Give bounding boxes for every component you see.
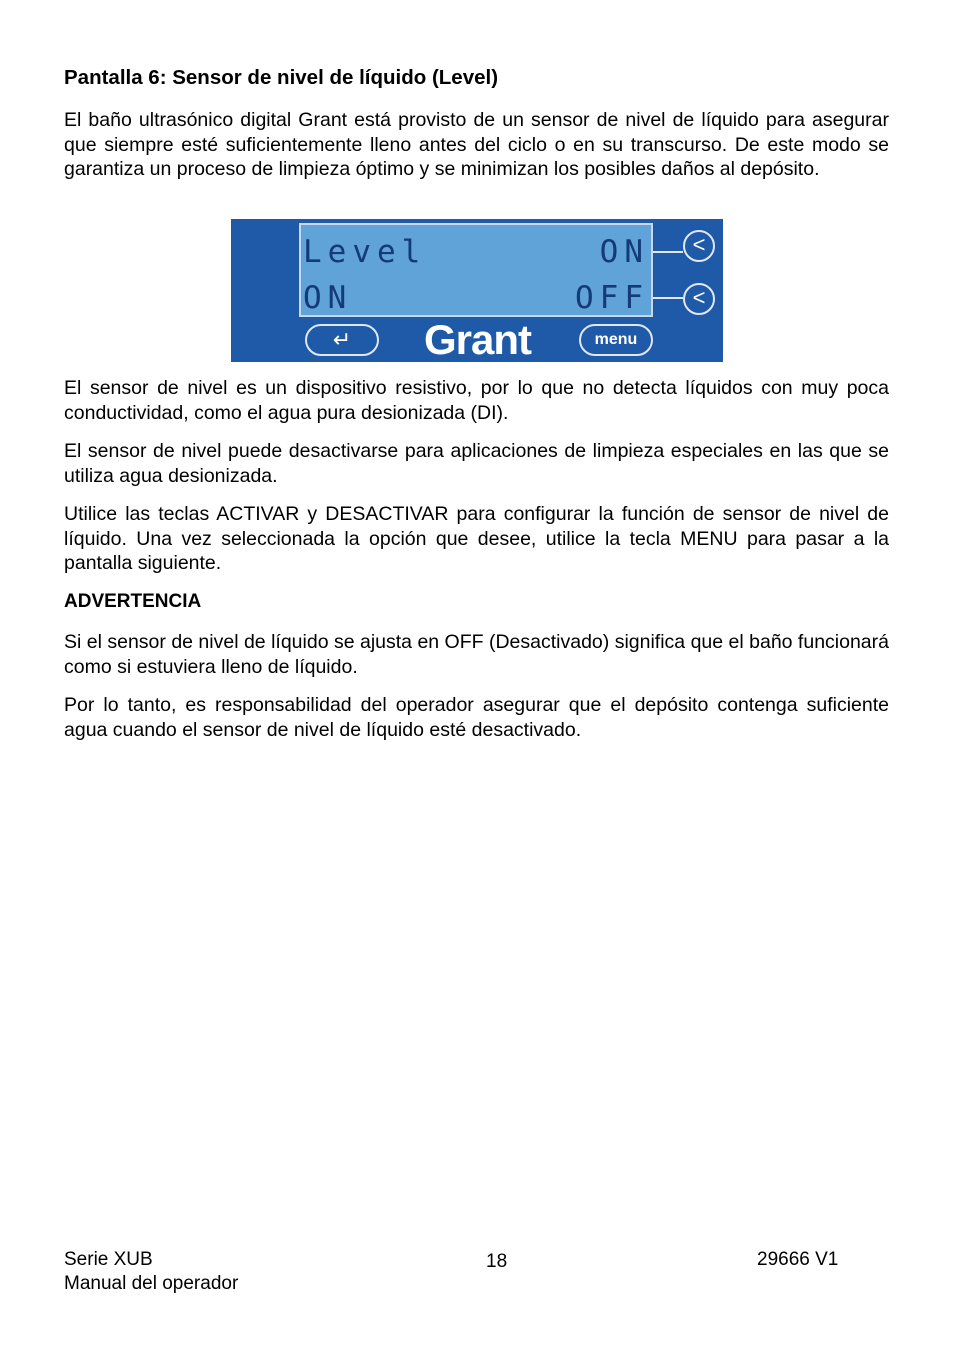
disable-paragraph: El sensor de nivel puede desactivarse para aplicaciones de limpieza especiales en las que se utiliza agua desionizada. [64, 440, 889, 487]
warning-paragraph-2: Por lo tanto, es responsabilidad del operador asegurar que el depósito contenga suficiente agua cuando el sensor de nivel de líquido esté desactivado. [64, 694, 889, 741]
enter-button[interactable] [305, 324, 379, 356]
page-number: 18 [486, 1251, 508, 1272]
row2-select-button[interactable] [683, 283, 715, 315]
lcd-row2-option: OFF [575, 280, 649, 316]
warning-paragraph-1: Si el sensor de nivel de líquido se ajusta en OFF (Desactivado) significa que el baño funcionará como si estuviera lleno de líquido. [64, 631, 889, 678]
row1-select-button[interactable] [683, 230, 715, 262]
chevron-left-icon: < [692, 285, 706, 310]
intro-paragraph: El baño ultrasónico digital Grant está provisto de un sensor de nivel de líquido para asegurar que siempre esté suficientemente lleno antes del ciclo o en su transcurso. De este modo se garantiza un proceso de limpieza óptimo y se minimizan los posibles daños al depósito. [64, 109, 889, 180]
brand-logo: Grant [424, 316, 532, 363]
warning-heading: ADVERTENCIA [64, 591, 202, 612]
device-control-panel [231, 219, 723, 362]
chevron-left-icon: < [692, 232, 706, 257]
footer-doc-code: 29666 V1 [757, 1249, 839, 1270]
menu-button-label: menu [594, 331, 638, 348]
enter-icon: ↵ [332, 327, 352, 352]
connector-line [653, 251, 683, 253]
lcd-row2-value: ON [303, 280, 353, 316]
footer-manual: Manual del operador [64, 1273, 239, 1294]
sensor-type-paragraph: El sensor de nivel es un dispositivo resistivo, por lo que no detecta líquidos con muy poca conductividad, como el agua pura desionizada (DI). [64, 377, 889, 424]
menu-button[interactable] [579, 324, 653, 356]
lcd-row1-value: ON [599, 234, 649, 270]
page-title: Pantalla 6: Sensor de nivel de líquido (Level) [64, 66, 499, 89]
lcd-row1-label: Level [303, 234, 427, 270]
footer-series: Serie XUB [64, 1249, 153, 1270]
instructions-paragraph: Utilice las teclas ACTIVAR y DESACTIVAR para configurar la función de sensor de nivel de líquido. Una vez seleccionada la opción que desee, utilice la tecla MENU para pasar a la pantalla siguiente. [64, 503, 889, 574]
connector-line [653, 297, 683, 299]
lcd-screen [299, 223, 653, 317]
